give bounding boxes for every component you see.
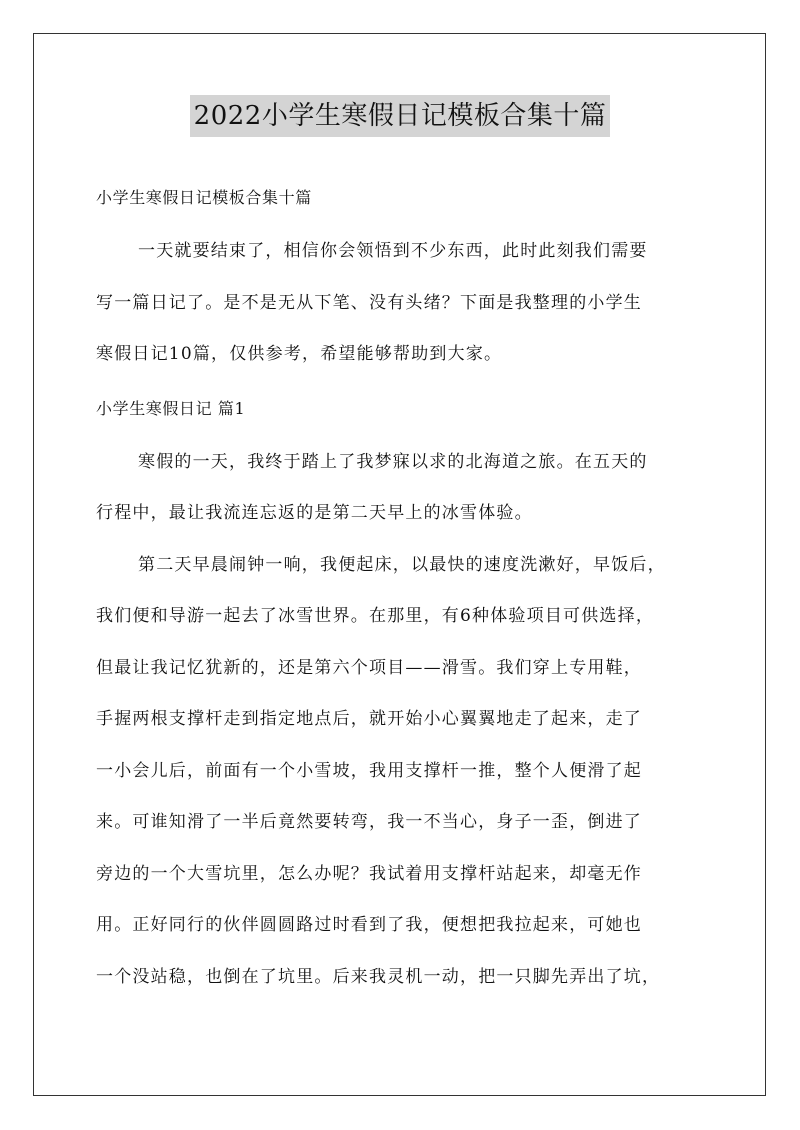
paragraph-line: 行程中，最让我流连忘返的是第二天早上的冰雪体验。 — [96, 503, 533, 523]
paragraph-line: 寒假的一天，我终于踏上了我梦寐以求的北海道之旅。在五天的 — [138, 451, 648, 472]
title-container — [0, 95, 800, 137]
paragraph-line: 手握两根支撑杆走到指定地点后，就开始小心翼翼地走了起来，走了 — [96, 709, 642, 729]
paragraph-line: 一个没站稳，也倒在了坑里。后来我灵机一动，把一只脚先弄出了坑， — [96, 966, 661, 987]
paragraph-line: 一天就要结束了，相信你会领悟到不少东西，此时此刻我们需要 — [138, 241, 648, 261]
paragraph-line: 用。正好同行的伙伴圆圆路过时看到了我，便想把我拉起来，可她也 — [96, 915, 642, 935]
paragraph-line: 寒假日记10篇，仅供参考，希望能够帮助到大家。 — [96, 344, 503, 364]
paragraph-line: 第二天早晨闹钟一响，我便起床，以最快的速度洗漱好，早饭后， — [138, 554, 666, 575]
section-heading: 小学生寒假日记 篇1 — [96, 398, 246, 418]
paragraph-line: 一小会儿后，前面有一个小雪坡，我用支撑杆一推，整个人便滑了起 — [96, 760, 642, 781]
document-subtitle: 小学生寒假日记模板合集十篇 — [96, 188, 312, 207]
paragraph-line: 旁边的一个大雪坑里，怎么办呢？我试着用支撑杆站起来，却毫无作 — [96, 863, 642, 884]
paragraph-line: 写一篇日记了。是不是无从下笔、没有头绪？下面是我整理的小学生 — [96, 292, 642, 313]
paragraph-line: 但最让我记忆犹新的，还是第六个项目——滑雪。我们穿上专用鞋， — [96, 657, 642, 678]
body-paragraph-1 — [96, 437, 702, 540]
intro-paragraph — [96, 226, 702, 381]
paragraph-line: 我们便和导游一起去了冰雪世界。在那里，有6种体验项目可供选择， — [96, 606, 655, 626]
document-title: 2022小学生寒假日记模板合集十篇 — [190, 95, 611, 137]
document-body — [96, 170, 702, 1003]
body-paragraph-2 — [96, 540, 702, 1004]
paragraph-line: 来。可谁知滑了一半后竟然要转弯，我一不当心，身子一歪，倒进了 — [96, 812, 642, 832]
